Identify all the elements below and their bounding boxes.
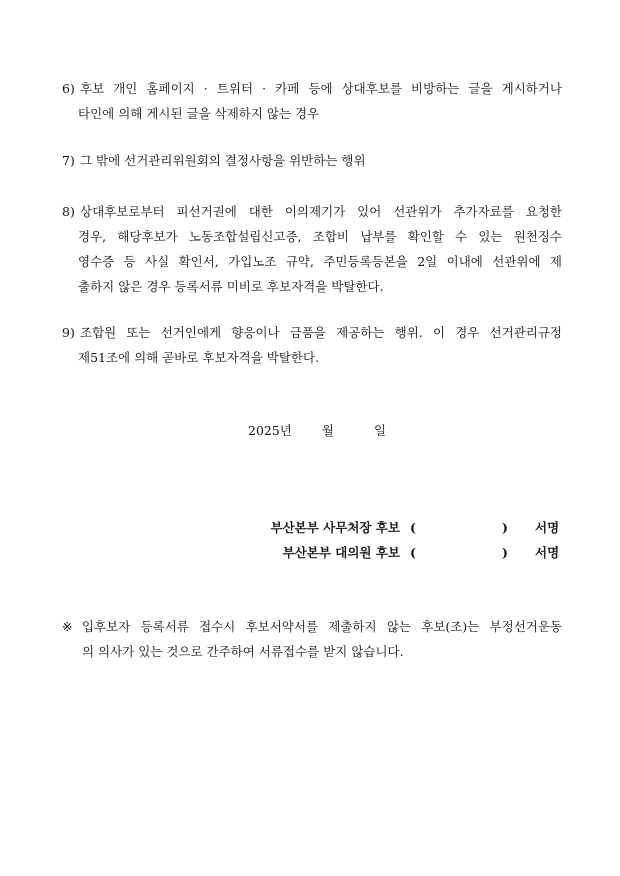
list-item-text-line: 후보 개인 홈페이지 · 트위터 · 카페 등에 상대후보를 비방하는 글을 게시하거나 [80,81,562,96]
list-item-text-line: 타인에 의해 게시된 글을 삭제하지 않는 경우 [78,106,320,121]
open-paren: ( [410,545,416,560]
list-item-text-line: 출하지 않은 경우 등록서류 미비로 후보자격을 박탈한다. [78,279,384,294]
candidate-title: 부산본부 사무처장 후보 [270,520,400,535]
signature-label: 서명 [535,545,560,560]
signature-label: 서명 [535,520,560,535]
list-item-9 [62,320,562,370]
date-year: 2025년 [248,423,292,438]
list-item-text-line: 경우, 해당후보가 노동조합설립신고증, 조합비 납부를 확인할 수 있는 원천징수 [78,229,562,244]
date-month: 월 [321,423,334,438]
date-day: 일 [373,423,387,438]
list-item-number: 8) [62,204,75,219]
list-item-text-line: 영수증 등 사실 확인서, 가입노조 규약, 주민등록등본을 2일 이내에 선관위에 제 [78,254,562,269]
list-item-8 [62,199,562,299]
list-item-number: 6) [62,81,75,96]
close-paren: ) [502,520,508,535]
footnote-text-line: 의 의사가 있는 것으로 간주하여 서류접수를 받지 않습니다. [82,644,404,659]
list-item-number: 7) [62,153,75,168]
list-item-6 [62,76,562,126]
list-item-text-line: 상대후보로부터 피선거권에 대한 이의제기가 있어 선관위가 추가자료를 요청한 [80,204,562,219]
reference-mark-icon: ※ [62,619,73,634]
date-line [248,418,386,443]
list-item-text-line: 그 밖에 선거관리위원회의 결정사항을 위반하는 행위 [80,153,366,168]
footnote [62,614,562,664]
open-paren: ( [410,520,416,535]
list-item-text-line: 조합원 또는 선거인에게 향응이나 금품을 제공하는 행위. 이 경우 선거관리규정 [80,325,562,340]
list-item-7 [62,148,562,173]
list-item-text-line: 제51조에 의해 곧바로 후보자격을 박탈한다. [78,350,320,365]
list-item-number: 9) [62,325,75,340]
footnote-text-line: 입후보자 등록서류 접수시 후보서약서를 제출하지 않는 후보(조)는 부정선거운동 [82,619,562,634]
close-paren: ) [502,545,508,560]
candidate-title: 부산본부 대의원 후보 [282,545,400,560]
